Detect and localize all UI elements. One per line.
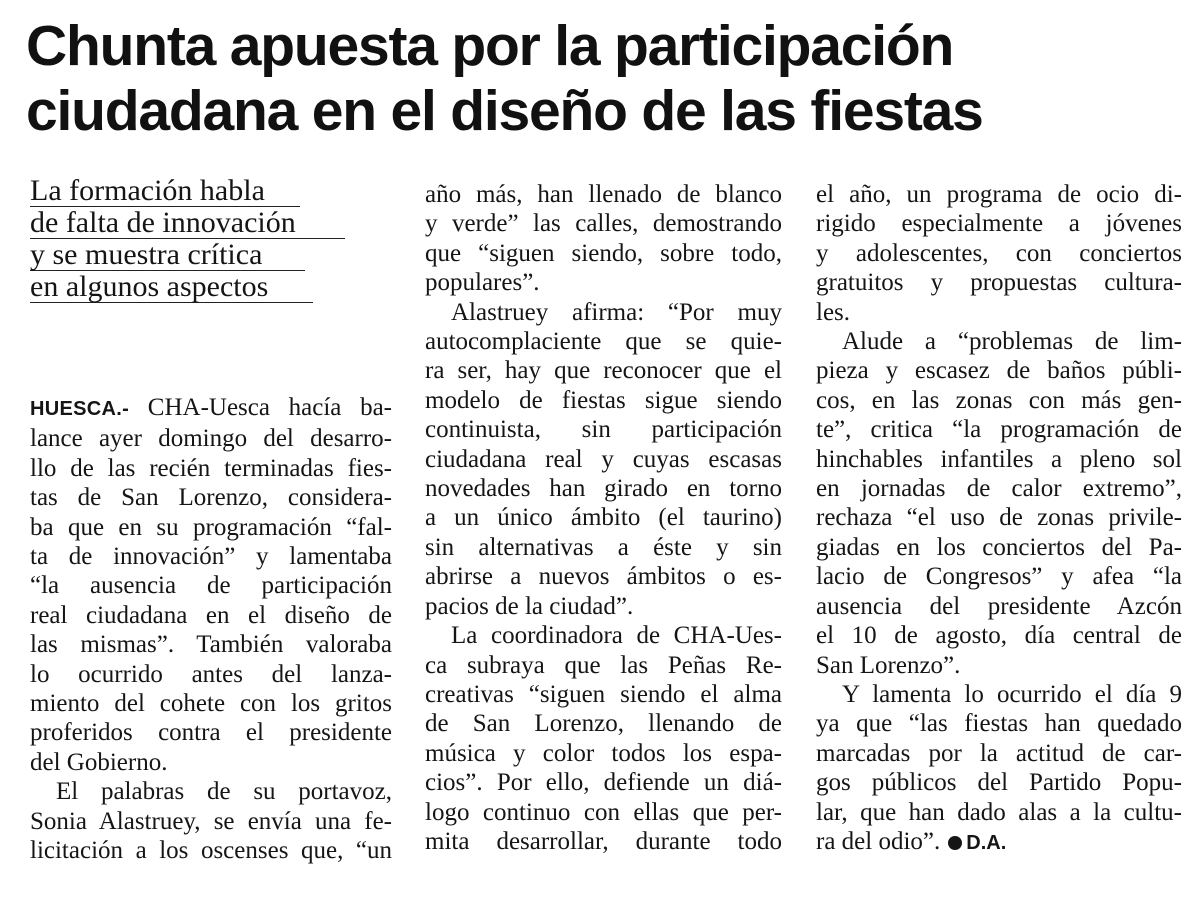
text-line: La coordinadora de CHA-Ues- (451, 622, 782, 650)
text-line: ra ser, hay que reconocer que el (425, 357, 782, 385)
subheadline-line: de falta de innovación (30, 208, 345, 239)
text-line: a un único ámbito (el taurino) (425, 504, 782, 532)
text-line: Alastruey afirma: “Por muy (451, 298, 782, 326)
text-line: modelo de fiestas sigue siendo (425, 386, 782, 414)
text-line: miento del cohete con los gritos (30, 690, 392, 718)
text-line: El palabras de su portavoz, (56, 778, 392, 806)
text-line: gratuitos y propuestas cultura- (816, 269, 1182, 297)
text-line: ausencia del presidente Azcón (816, 592, 1182, 620)
text-line: ciudadana real y cuyas escasas (425, 445, 782, 473)
article-column-2 (425, 180, 782, 856)
text-line: rigido especialmente a jóvenes (816, 210, 1182, 238)
text-line: lo ocurrido antes del lanza- (30, 660, 392, 688)
text-line: de San Lorenzo, llenando de (425, 710, 782, 738)
text-line: pacios de la ciudad”. (425, 592, 634, 620)
text-line: cos, en las zonas con más gen- (816, 386, 1182, 414)
text-line: San Lorenzo”. (816, 651, 961, 679)
text-line: en jornadas de calor extremo”, (816, 475, 1182, 503)
text-line: pieza y escasez de baños públi- (816, 357, 1182, 385)
headline-line: Chunta apuesta por la participación (26, 14, 954, 78)
text-line: licitación a los oscenses que, “un (30, 837, 392, 865)
text-line: real ciudadana en el diseño de (30, 601, 392, 629)
text-line: el año, un programa de ocio di- (816, 181, 1182, 208)
text-line: Y lamenta lo ocurrido el día 9 (842, 680, 1182, 708)
text-line: Sonia Alastruey, se envía una fe- (30, 807, 392, 835)
text-line: ba que en su programación “fal- (30, 513, 392, 541)
text-line: ca subraya que las Peñas Re- (425, 651, 782, 679)
subheadline-line: en algunos aspectos (30, 272, 313, 303)
headline-line: ciudadana en el diseño de las fiestas (26, 79, 983, 143)
subheadline-line: y se muestra crítica (30, 240, 305, 271)
dateline: HUESCA.- (30, 398, 130, 420)
text-line-body: CHA-Uesca hacía ba- (147, 394, 392, 421)
text-line: las mismas”. También valoraba (30, 631, 392, 659)
text-line: el 10 de agosto, día central de (816, 622, 1182, 650)
article-column-1 (30, 393, 392, 866)
text-line: rechaza “el uso de zonas privile- (816, 504, 1182, 532)
text-line: y verde” las calles, demostrando (425, 210, 782, 238)
text-line: lar, que han dado alas a la cultu- (816, 798, 1182, 826)
text-line: les. (816, 298, 851, 326)
text-line: te”, critica “la programación de (816, 416, 1182, 444)
text-line: creativas “siguen siendo el alma (425, 680, 782, 708)
text-line: gos públicos del Partido Popu- (816, 769, 1182, 797)
text-line: música y color todos los espa- (425, 739, 782, 767)
text-line: ta de innovación” y lamentaba (30, 543, 392, 571)
text-line: que “siguen siendo, sobre todo, (425, 239, 782, 267)
subheadline-line: La formación habla (30, 176, 300, 207)
text-line (816, 827, 1182, 858)
text-line: mita desarrollar, durante todo (425, 827, 782, 855)
text-line: y adolescentes, con conciertos (816, 239, 1182, 267)
text-line: novedades han girado en torno (425, 475, 782, 503)
text-line: abrirse a nuevos ámbitos o es- (425, 563, 782, 591)
text-line: sin alternativas a éste y sin (425, 533, 782, 561)
author-signature: D.A. (966, 831, 1007, 854)
text-line: marcadas por la actitud de car- (816, 739, 1182, 767)
text-line: logo continuo con ellas que per- (425, 798, 782, 826)
text-line: cios”. Por ello, defiende un diá- (425, 769, 782, 797)
text-line: populares”. (425, 269, 540, 297)
text-line: “la ausencia de participación (30, 572, 392, 600)
text-line: proferidos contra el presidente (30, 719, 392, 747)
text-line: del Gobierno. (30, 748, 168, 776)
text-line: lance ayer domingo del desarro- (30, 425, 392, 453)
text-line (30, 393, 392, 424)
text-line: Alude a “problemas de lim- (842, 328, 1182, 356)
text-line-body: ra del odio”. (816, 827, 941, 855)
headline (26, 14, 1186, 144)
text-line: llo de las recién terminadas fies- (30, 454, 392, 482)
text-line: año más, han llenado de blanco (425, 181, 782, 208)
text-line: tas de San Lorenzo, considera- (30, 484, 392, 512)
bullet-icon (948, 836, 962, 850)
text-line: ya que “las fiestas han quedado (816, 710, 1182, 738)
text-line: continuista, sin participación (425, 416, 782, 444)
text-line: lacio de Congresos” y afea “la (816, 563, 1182, 591)
article-column-3 (816, 180, 1182, 858)
text-line: giadas en los conciertos del Pa- (816, 533, 1182, 561)
text-line: hinchables infantiles a pleno sol (816, 445, 1182, 473)
subheadline (30, 176, 360, 304)
text-line: autocomplaciente que se quie- (425, 328, 782, 356)
